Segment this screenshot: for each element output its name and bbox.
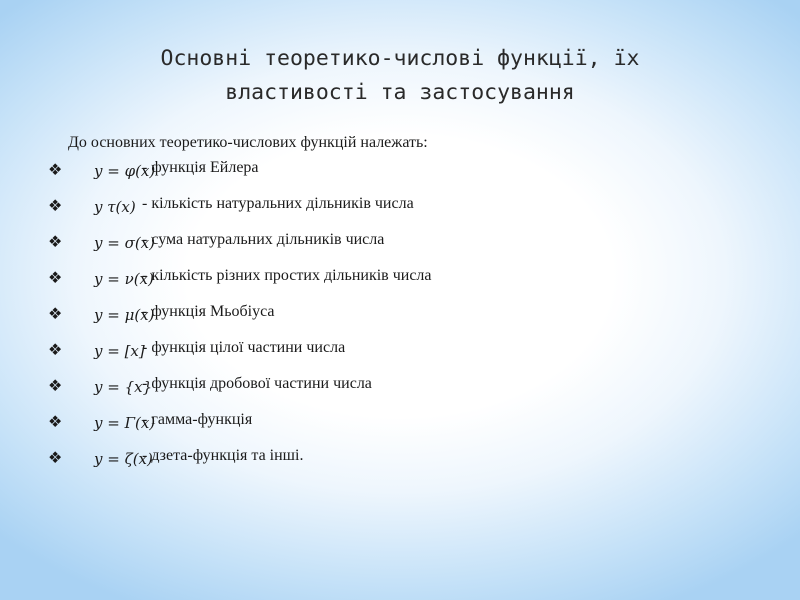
slide-title-line-1: Основні теоретико-числові функції, їх [160,46,640,71]
diamond-bullet-icon: ❖ [48,412,63,431]
formula: y = ζ(x) [94,450,153,468]
list-item [0,196,800,226]
function-description: - дзета-функція та інші. [142,447,304,464]
function-description: - кількість різних простих дільників числа [142,267,432,284]
intro-text: До основних теоретико-числових функцій належать: [68,134,428,151]
list-item [0,232,800,262]
formula: y = {x} [94,378,153,396]
diamond-bullet-icon: ❖ [48,376,63,395]
formula: y = φ(x) [94,162,156,180]
function-description: - гамма-функція [142,411,253,428]
list-item [0,376,800,406]
formula: y = σ(x) [94,234,155,252]
diamond-bullet-icon: ❖ [48,304,63,323]
list-item [0,448,800,478]
list-item [0,340,800,370]
slide-title-line-2: властивості та застосування [225,80,575,105]
diamond-bullet-icon: ❖ [48,196,63,215]
function-description: - функція цілої частини числа [142,339,346,356]
formula: y = [x] [94,342,145,360]
formula: y = ν(x) [94,270,154,288]
function-description: - функція Ейлера [142,159,259,176]
function-description: - функція Мьобіуса [142,303,275,320]
diamond-bullet-icon: ❖ [48,268,63,287]
function-description: - сума натуральних дільників числа [142,231,385,248]
list-item [0,304,800,334]
list-item [0,268,800,298]
list-item [0,160,800,190]
formula: y τ(x) [94,198,136,216]
formula: y = Γ(x) [94,414,156,432]
diamond-bullet-icon: ❖ [48,448,63,467]
function-description: - кількість натуральних дільників числа [142,195,414,212]
diamond-bullet-icon: ❖ [48,160,63,179]
diamond-bullet-icon: ❖ [48,232,63,251]
list-item [0,412,800,442]
formula: y = μ(x) [94,306,155,324]
diamond-bullet-icon: ❖ [48,340,63,359]
function-description: - функція дробової частини числа [142,375,372,392]
